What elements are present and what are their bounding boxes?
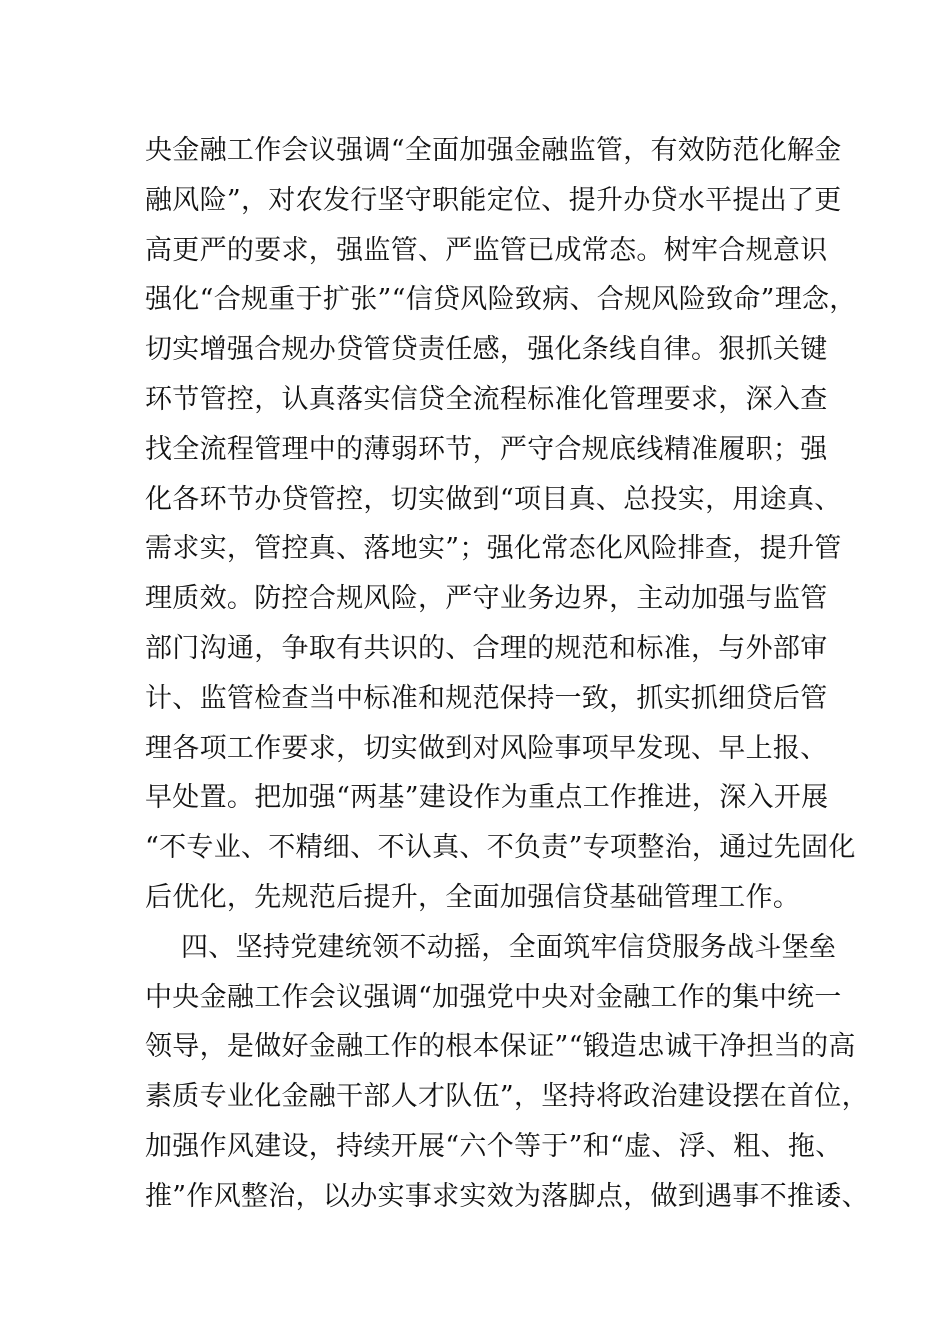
text-line: 领导，是做好金融工作的根本保证”“锻造忠诚干净担当的高: [145, 1031, 856, 1063]
text-line: 化各环节办贷管控，切实做到“项目真、总投实，用途真、: [145, 483, 842, 515]
text-line: 推”作风整治，以办实事求实效为落脚点，做到遇事不推诿、: [145, 1180, 869, 1212]
text-line: 高更严的要求，强监管、严监管已成常态。树牢合规意识: [145, 234, 828, 266]
text-line: 理质效。防控合规风险，严守业务边界，主动加强与监管: [145, 583, 828, 615]
section-heading: 四、坚持党建统领不动摇，全面筑牢信贷服务战斗堡垒: [181, 931, 837, 963]
text-line: 素质专业化金融干部人才队伍”，坚持将政治建设摆在首位，: [145, 1081, 869, 1113]
text-line: 强化“合规重于扩张”“信贷风险致病、合规风险致命”理念，: [145, 284, 857, 316]
text-line: 计、监管检查当中标准和规范保持一致，抓实抓细贷后管: [145, 682, 828, 714]
text-line: 环节管控，认真落实信贷全流程标准化管理要求，深入查: [145, 383, 828, 415]
text-line: 加强作风建设，持续开展“六个等于”和“虚、浮、粗、拖、: [145, 1130, 843, 1162]
text-line: 早处置。把加强“两基”建设作为重点工作推进，深入开展: [145, 782, 829, 814]
body-text: [145, 126, 869, 1222]
text-line: 理各项工作要求，切实做到对风险事项早发现、早上报、: [145, 732, 828, 764]
text-line: 后优化，先规范后提升，全面加强信贷基础管理工作。: [145, 881, 801, 913]
text-line: 找全流程管理中的薄弱环节，严守合规底线精准履职；强: [145, 433, 828, 465]
text-line: 切实增强合规办贷管贷责任感，强化条线自律。狠抓关键: [145, 334, 828, 366]
text-line: 央金融工作会议强调“全面加强金融监管，有效防范化解金: [145, 135, 842, 166]
text-line: “不专业、不精细、不认真、不负责”专项整治，通过先固化: [145, 832, 856, 864]
text-line: 融风险”，对农发行坚守职能定位、提升办贷水平提出了更: [145, 184, 842, 216]
text-line: 部门沟通，争取有共识的、合理的规范和标准，与外部审: [145, 632, 828, 664]
text-line: 中央金融工作会议强调“加强党中央对金融工作的集中统一: [145, 981, 842, 1013]
text-line: 需求实，管控真、落地实”；强化常态化风险排查，提升管: [145, 533, 842, 565]
